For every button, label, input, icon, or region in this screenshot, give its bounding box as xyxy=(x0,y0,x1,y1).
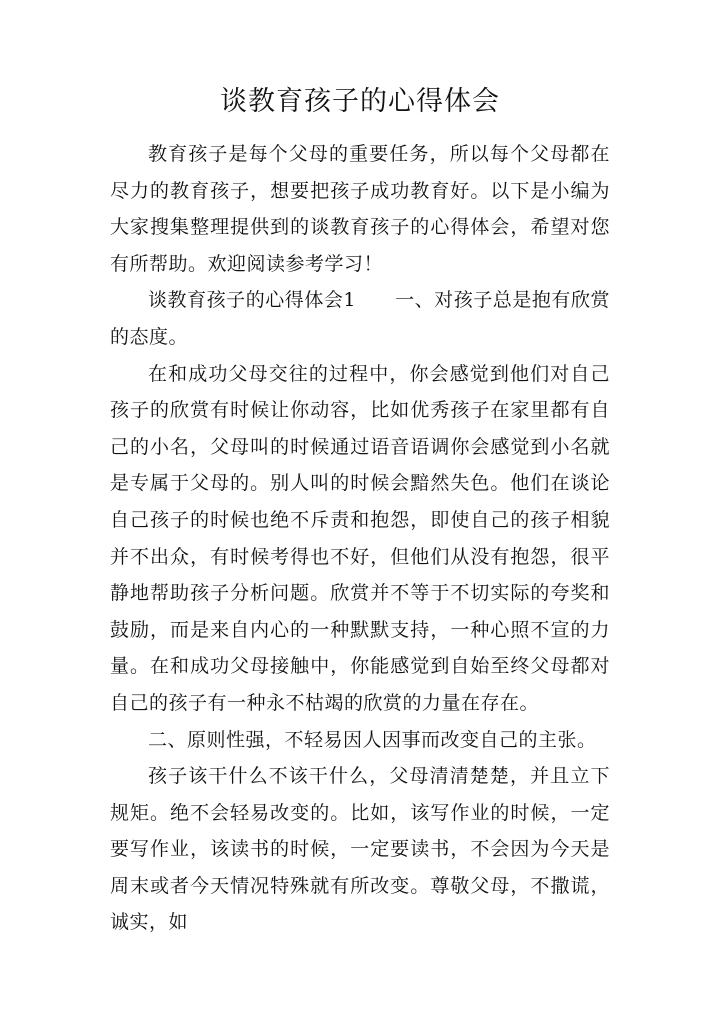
document-body xyxy=(110,136,610,941)
document-page xyxy=(110,0,610,1018)
paragraph-intro: 教育孩子是每个父母的重要任务，所以每个父母都在尽力的教育孩子，想要把孩子成功教育好。以下是小编为大家搜集整理提供到的谈教育孩子的心得体会，希望对您有所帮助。欢迎阅读参考学习！ xyxy=(110,143,610,275)
paragraph-section-heading: 谈教育孩子的心得体会1 一、对孩子总是抱有欣赏的态度。 xyxy=(110,289,610,348)
paragraph-appreciation: 在和成功父母交往的过程中，你会感觉到他们对自己孩子的欣赏有时候让你动容，比如优秀孩子在家里都有自己的小名，父母叫的时候通过语音语调你会感觉到小名就是专属于父母的。别人叫的时候会黯然失色。他们在谈论自己孩子的时候也绝不斥责和抱怨，即使自己的孩子相貌并不出众，有时候考得也不好，但他们从没有抱怨，很平静地帮助孩子分析问题。欣赏并不等于不切实际的夸奖和鼓励，而是来自内心的一种默默支持，一种心照不宣的力量。在和成功父母接触中，你能感觉到自始至终父母都对自己的孩子有一种永不枯竭的欣赏的力量在存在。 xyxy=(110,362,610,714)
document-title: 谈教育孩子的心得体会 xyxy=(220,86,500,117)
paragraph-principle-heading: 二、原则性强，不轻易因人因事而改变自己的主张。 xyxy=(148,728,597,751)
paragraph-rules: 孩子该干什么不该干什么，父母清清楚楚，并且立下规矩。绝不会轻易改变的。比如，该写作业的时候，一定要写作业，该读书的时候，一定要读书，不会因为今天是周末或者今天情况特殊就有所改变。尊敬父母，不撒谎，诚实，如 xyxy=(110,765,610,934)
